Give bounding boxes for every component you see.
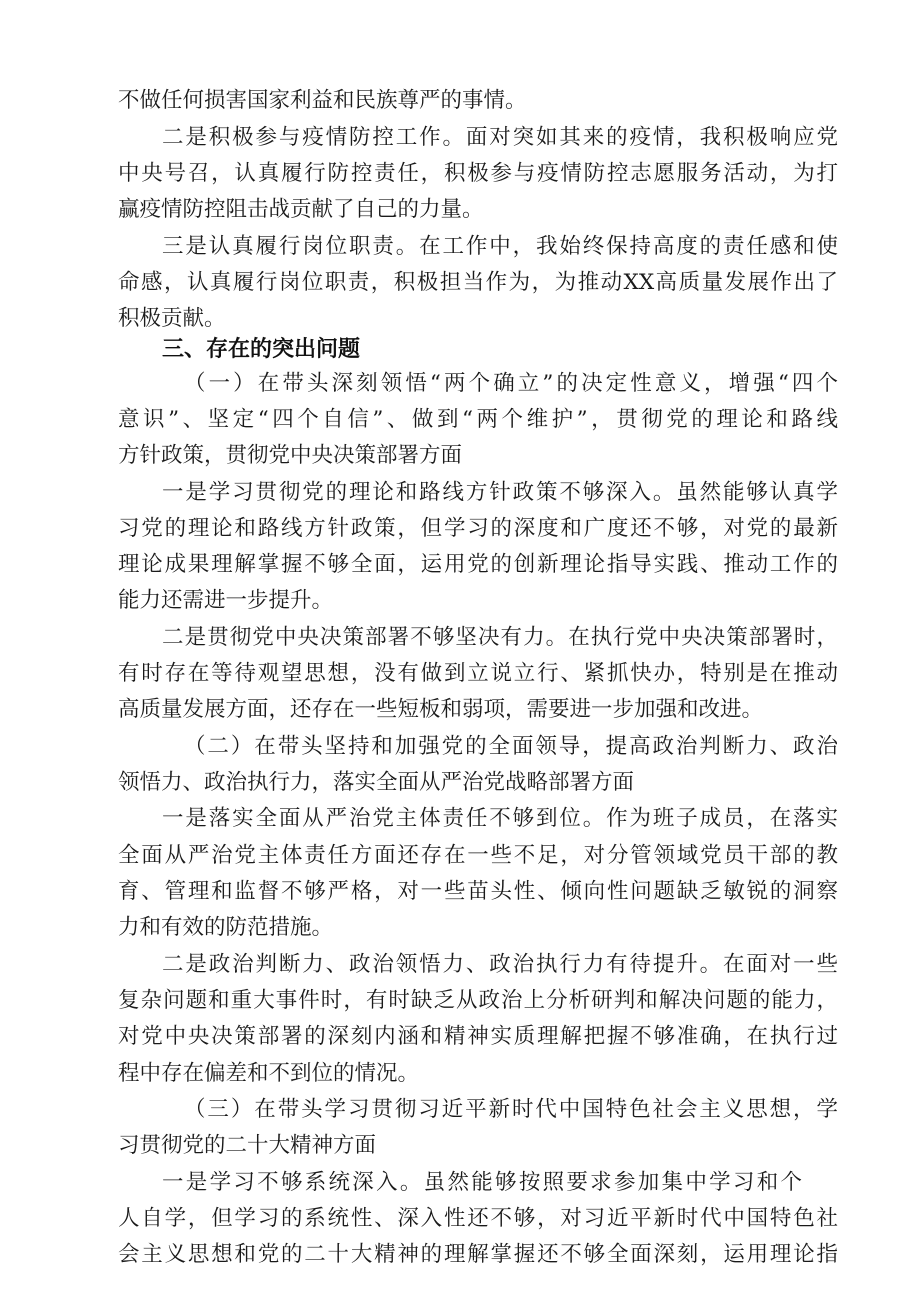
paragraph-line: 二是政治判断力、政治领悟力、政治执行力有待提升。在面对一些 [162, 952, 838, 977]
paragraph-line: 对党中央决策部署的深刻内涵和精神实质理解把握不够准确，在执行过 [118, 1024, 838, 1049]
paragraph-line: 积极贡献。 [118, 306, 226, 331]
paragraph-line: 习党的理论和路线方针政策，但学习的深度和广度还不够，对党的最新 [118, 516, 838, 541]
paragraph-line: 力和有效的防范措施。 [118, 915, 334, 940]
paragraph-line: 一是学习贯彻党的理论和路线方针政策不够深入。虽然能够认真学 [162, 480, 838, 505]
subsection-heading-line: 习贯彻党的二十大精神方面 [118, 1133, 377, 1158]
paragraph-line: 全面从严治党主体责任方面还存在一些不足，对分管领域党员干部的教 [118, 843, 838, 868]
subsection-heading-line: （三）在带头学习贯彻习近平新时代中国特色社会主义思想，学 [184, 1097, 838, 1122]
paragraph-line: 会主义思想和党的二十大精神的理解掌握还不够全面深刻，运用理论指 [118, 1242, 838, 1267]
subsection-heading-line: （一）在带头深刻领悟“两个确立”的决定性意义，增强“四个 [184, 371, 838, 396]
paragraph-line: 二是贯彻党中央决策部署不够坚决有力。在执行党中央决策部署时， [162, 625, 838, 650]
paragraph-line: 高质量发展方面，还存在一些短板和弱项，需要进一步加强和改进。 [118, 697, 764, 722]
paragraph-line: 能力还需进一步提升。 [118, 588, 334, 613]
paragraph-line: 三是认真履行岗位职责。在工作中，我始终保持高度的责任感和使 [162, 234, 838, 259]
paragraph-line: 程中存在偏差和不到位的情况。 [118, 1061, 420, 1086]
paragraph-line: 二是积极参与疫情防控工作。面对突如其来的疫情，我积极响应党 [162, 125, 838, 150]
paragraph-line: 育、管理和监督不够严格，对一些苗头性、倾向性问题缺乏敏锐的洞察 [118, 879, 838, 904]
section-heading: 三、存在的突出问题 [162, 337, 361, 362]
subsection-heading-line: 方针政策，贯彻党中央决策部署方面 [118, 443, 463, 468]
paragraph-line: 理论成果理解掌握不够全面，运用党的创新理论指导实践、推动工作的 [118, 552, 838, 577]
paragraph-line: 一是学习不够系统深入。虽然能够按照要求参加集中学习和个 [162, 1170, 802, 1195]
paragraph-line: 不做任何损害国家利益和民族尊严的事情。 [118, 88, 527, 113]
paragraph-line: 一是落实全面从严治党主体责任不够到位。作为班子成员，在落实 [162, 806, 838, 831]
subsection-heading-line: 意识”、坚定“四个自信”、做到“两个维护”，贯彻党的理论和路线 [118, 407, 838, 432]
subsection-heading-line: 领悟力、政治执行力，落实全面从严治党战略部署方面 [118, 770, 635, 795]
paragraph-line: 人自学，但学习的系统性、深入性还不够，对习近平新时代中国特色社 [118, 1206, 838, 1231]
paragraph-line: 赢疫情防控阻击战贡献了自己的力量。 [118, 197, 484, 222]
paragraph-line: 复杂问题和重大事件时，有时缺乏从政治上分析研判和解决问题的能力， [118, 988, 838, 1013]
paragraph-line: 命感，认真履行岗位职责，积极担当作为，为推动XX高质量发展作出了 [118, 270, 838, 295]
paragraph-line: 中央号召，认真履行防控责任，积极参与疫情防控志愿服务活动，为打 [118, 161, 838, 186]
paragraph-line: 有时存在等待观望思想，没有做到立说立行、紧抓快办，特别是在推动 [118, 661, 838, 686]
subsection-heading-line: （二）在带头坚持和加强党的全面领导，提高政治判断力、政治 [184, 734, 838, 759]
